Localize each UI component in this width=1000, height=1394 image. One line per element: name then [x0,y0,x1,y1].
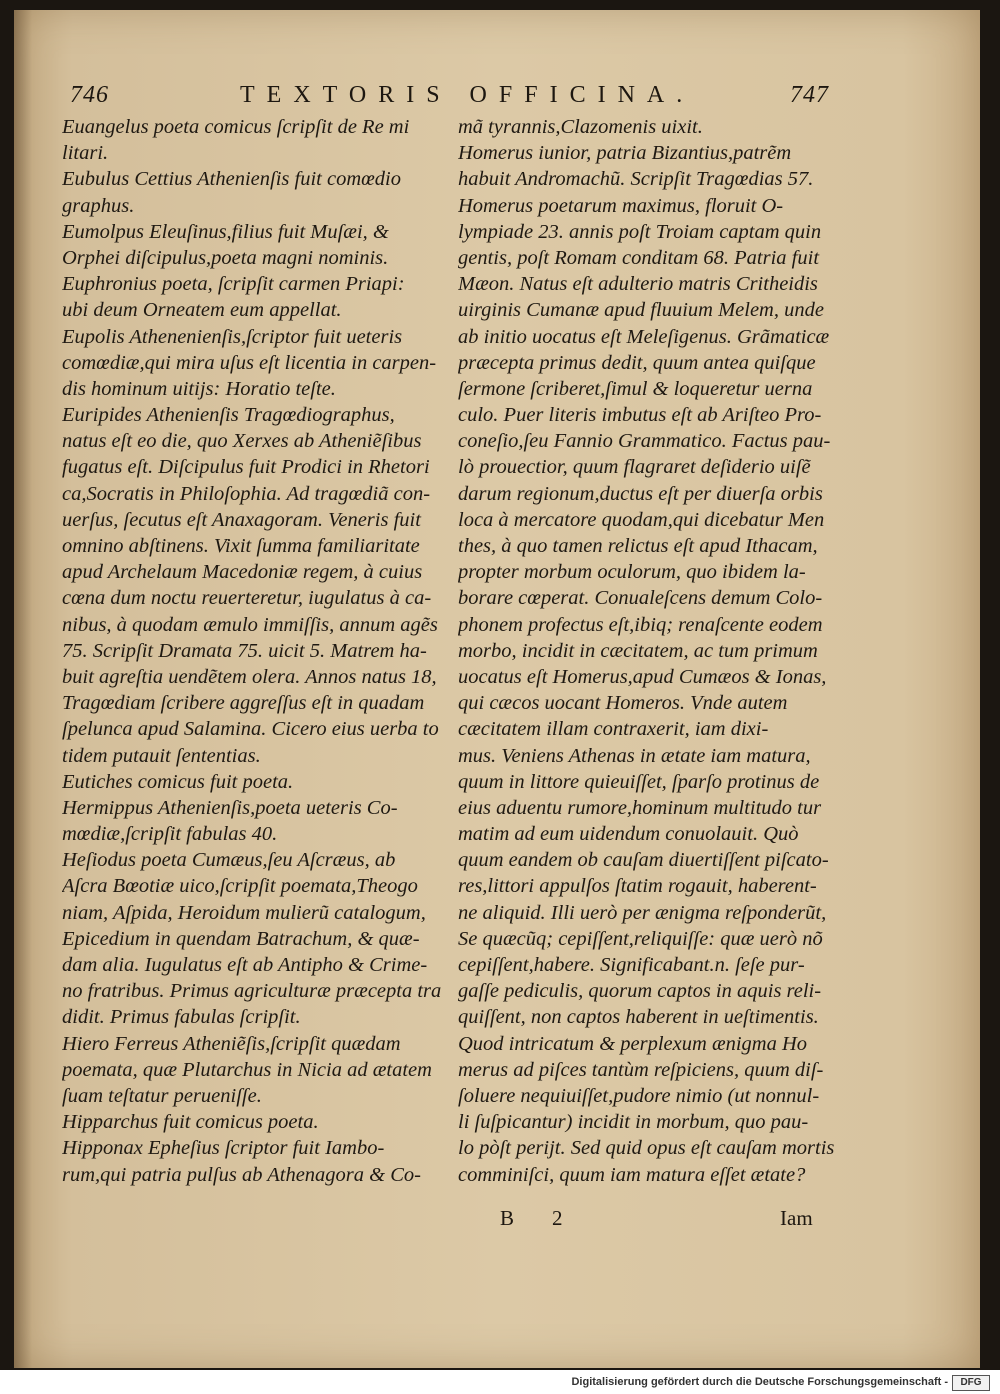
text-line: Hermippus Athenienſis,poeta ueteris Co- [62,796,398,819]
text-line: Tragœdiam ſcribere aggreſſus eſt in quadam [62,692,425,715]
text-line: merus ad piſces tantùm reſpiciens, quum diſ- [458,1058,824,1081]
text-line: comœdiæ,qui mira uſus eſt licentia in carpen- [62,351,437,374]
text-line: dis hominum uitijs: Horatio teſte. [62,377,336,400]
text-line: buit agreſtia uendẽtem olera. Annos natus 18, [62,665,437,688]
funding-credit: Digitalisierung gefördert durch die Deutsche Forschungsgemeinschaft - [571,1376,948,1388]
text-line: Hiero Ferreus Atheniẽſis,ſcripſit quædam [62,1032,401,1055]
text-line: mus. Veniens Athenas in ætate iam matura, [458,744,811,767]
signature-letter: B [500,1206,515,1230]
text-line: comminiſci, quum iam matura eſſet ætate? [458,1163,806,1186]
text-line: mã tyrannis,Clazomenis uixit. [458,116,703,138]
text-line: Eubulus Cettius Athenienſis fuit comœdio [62,168,402,191]
text-line: Euripides Athenienſis Tragœdiographus, [62,404,395,427]
text-line: morbo, incidit in cæcitatem, ac tum primum [458,639,818,662]
text-line: quiſſent, non captos haberent in ueſtimentis. [458,1006,819,1029]
text-line: Euphronius poeta, ſcripſit carmen Priapi: [62,273,405,296]
text-line: Orphei diſcipulus,poeta magni nominis. [62,246,389,269]
text-line: Eutiches comicus fuit poeta. [62,770,294,793]
left-text-column [62,114,452,1188]
text-line: Epicedium in quendam Batrachum, & quæ- [62,927,420,950]
signature-line [500,1206,860,1236]
text-line: lò prouectior, quum flagraret deſiderio uiſẽ [458,456,811,479]
text-line: cepiſſent,habere. Significabant.n. ſeſe pur- [458,954,805,976]
text-line: apud Archelaum Macedoniæ regem, à cuius [62,561,423,584]
text-line: no fratribus. Primus agriculturæ præcepta tra [62,980,442,1003]
text-line: didit. Primus fabulas ſcripſit. [62,1006,301,1029]
running-title: TEXTORIS OFFICINA. [240,82,695,108]
text-line: quum in littore quieuiſſet, ſparſo protinus de [458,770,820,793]
text-line: gaſſe pediculis, quorum captos in aquis reli- [458,980,822,1003]
text-line: matim ad eum uidendum conuolauit. Quò [458,823,799,846]
right-text-column [458,114,850,1188]
text-line: cæcitatem illam contraxerit, iam dixi- [458,718,769,741]
text-line: coneſio,ſeu Fannio Grammatico. Factus pau- [458,430,831,453]
text-line: graphus. [62,194,135,217]
text-line: omnino abſtinens. Vixit ſumma familiaritate [62,535,420,557]
text-line: ſermone ſcriberet,ſimul & loqueretur uerna [458,377,813,400]
text-line: darum regionum,ductus eſt per diuerſa orbis [458,482,823,505]
footer-bar [0,1374,1000,1394]
text-line: eius aduentu rumore,hominum multitudo tur [458,796,822,819]
text-line: thes, à quo tamen relictus eſt apud Ithacam, [458,535,818,557]
text-line: loca à mercatore quodam,qui dicebatur Men [458,508,825,531]
text-line: mœdiæ,ſcripſit fabulas 40. [62,823,278,846]
text-line: Hipparchus fuit comicus poeta. [62,1111,319,1134]
text-line: habuit Andromachũ. Scripſit Tragœdias 57. [458,168,814,191]
text-line: Quod intricatum & perplexum ænigma Ho [458,1032,808,1055]
text-line: dam alia. Iugulatus eſt ab Antipho & Crime- [62,954,428,976]
text-line: borare cœperat. Conualeſcens demum Colo- [458,587,823,610]
dfg-logo-icon: DFG [952,1375,990,1391]
text-line: rum,qui patria pulſus ab Athenagora & Co- [62,1163,421,1186]
text-line: Hipponax Epheſius ſcriptor fuit Iambo- [62,1137,385,1160]
text-line: ubi deum Orneatem eum appellat. [62,299,342,322]
text-line: ne aliquid. Illi uerò per ænigma reſponderũt, [458,901,827,924]
text-line: 75. Scripſit Dramata 75. uicit 5. Matrem ha- [62,639,427,662]
text-line: gentis, poſt Romam conditam 68. Patria fuit [458,246,820,269]
text-line: præcepta primus dedit, quum antea quiſque [458,351,816,374]
signature-number: 2 [552,1206,563,1230]
text-line: propter morbum oculorum, quo ibidem la- [458,561,806,584]
text-line: litari. [62,142,109,165]
text-line: Heſiodus poeta Cumæus,ſeu Aſcræus, ab [62,849,396,872]
text-line: qui cæcos uocant Homeros. Vnde autem [458,692,788,715]
text-line: culo. Puer literis imbutus eſt ab Ariſteo Pro- [458,404,822,427]
gutter-shadow [14,10,32,1368]
text-line: Euangelus poeta comicus ſcripſit de Re mi [62,116,410,138]
text-line: niam, Aſpida, Heroidum mulierũ catalogum, [62,901,426,924]
text-line: fugatus eſt. Diſcipulus fuit Prodici in Rhetori [62,456,430,479]
text-line: tidem putauit ſententias. [62,744,261,767]
text-line: li ſuſpicantur) incidit in morbum, quo pau- [458,1111,809,1134]
text-line: natus eſt eo die, quo Xerxes ab Atheniẽſibus [62,430,422,453]
text-line: lo pòſt perijt. Sed quid opus eſt cauſam mortis [458,1137,835,1160]
text-line: uocatus eſt Homerus,apud Cumæos & Ionas, [458,665,827,688]
text-line: uerſus, ſecutus eſt Anaxagoram. Veneris fuit [62,508,421,531]
text-line: ca,Socratis in Philoſophia. Ad tragœdiã con- [62,482,431,505]
text-line: ab initio uocatus eſt Meleſigenus. Grãmaticæ [458,325,830,348]
text-line: ſpelunca apud Salamina. Cicero eius uerba to [62,718,439,741]
text-line: Eumolpus Eleuſinus,filius fuit Muſæi, & [62,220,389,243]
text-line: Se quæcũq; cepiſſent,reliquiſſe: quæ uerò nõ [458,927,823,950]
text-line: nibus, à quodam æmulo immiſſis, annum agẽs [62,613,438,636]
text-line: quum eandem ob cauſam diuertiſſent piſcato- [458,849,829,872]
text-line: Homerus poetarum maximus, floruit O- [458,194,784,217]
text-line: res,littori appulſos ſtatim rogauit, haberent- [458,875,817,898]
text-line: ſuam teſtatur perueniſſe. [62,1084,262,1107]
text-line: Aſcra Bœotiæ uico,ſcripſit poemata,Theogo [62,875,418,898]
text-line: Eupolis Athenenienſis,ſcriptor fuit ueteris [62,325,403,348]
folio-right: 747 [790,82,829,108]
text-line: ſoluere nequiuiſſet,pudore nimio (ut nonnul- [458,1084,820,1107]
text-line: cœna dum noctu reuerteretur, iugulatus à ca- [62,587,432,610]
catchword: Iam [780,1206,813,1230]
text-line: poemata, quæ Plutarchus in Nicia ad ætatem [62,1058,432,1081]
page-header [70,82,850,118]
text-line: lympiade 23. annis poſt Troiam captam quin [458,220,822,243]
text-line: Homerus iunior, patria Bizantius,patrẽm [458,142,792,165]
folio-left: 746 [70,82,109,108]
text-line: phonem profectus eſt,ibiq; renaſcente eodem [458,613,823,636]
text-line: uirginis Cumanæ apud fluuium Melem, unde [458,299,824,322]
text-line: Mæon. Natus eſt adulterio matris Critheidis [458,273,818,296]
